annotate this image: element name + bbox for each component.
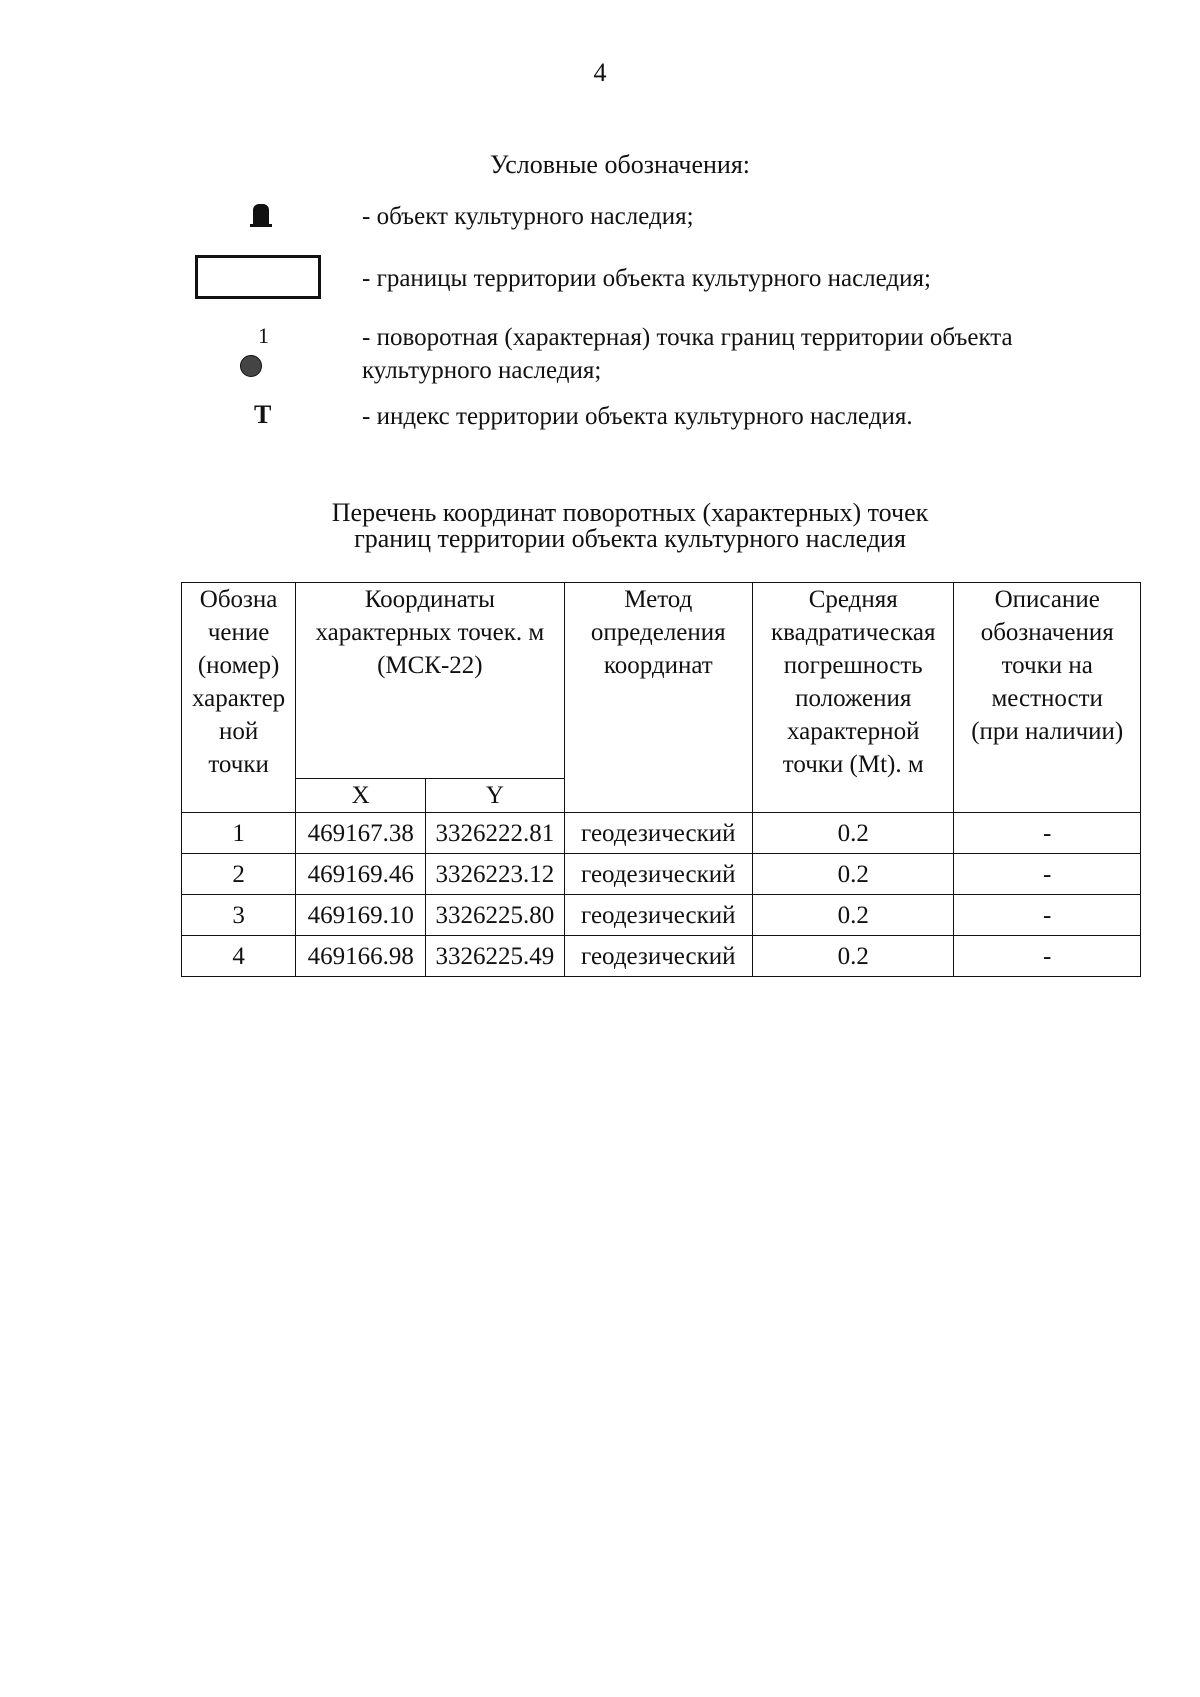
cell-method: геодезический	[564, 813, 753, 854]
table-row	[182, 854, 1141, 895]
legend-text: - индекс территории объекта культурного наследия.	[362, 403, 913, 430]
header-description: Описание обозначения точки на местности (при наличии)	[954, 583, 1141, 813]
header-designation: Обозна чение (номер) характер ной точки	[182, 583, 296, 813]
cell-number: 1	[182, 813, 296, 854]
cell-description: -	[954, 854, 1141, 895]
cell-y: 3326225.80	[426, 895, 564, 936]
legend-title: Условные обозначения:	[489, 150, 751, 179]
point-number-label: 1	[258, 323, 269, 348]
legend-text: - объект культурного наследия;	[362, 203, 694, 230]
cell-method: геодезический	[564, 936, 753, 977]
page-number: 4	[593, 58, 607, 87]
cell-method: геодезический	[564, 854, 753, 895]
cell-number: 3	[182, 895, 296, 936]
table-title	[0, 500, 1200, 552]
cell-x: 469169.46	[296, 854, 426, 895]
cell-y: 3326222.81	[426, 813, 564, 854]
cell-mt: 0.2	[753, 813, 954, 854]
cell-y: 3326223.12	[426, 854, 564, 895]
cell-mt: 0.2	[753, 936, 954, 977]
territory-index-letter: Т	[254, 400, 272, 429]
cell-y: 3326225.49	[426, 936, 564, 977]
cell-method: геодезический	[564, 895, 753, 936]
cell-description: -	[954, 936, 1141, 977]
cell-number: 2	[182, 854, 296, 895]
cell-description: -	[954, 813, 1141, 854]
cell-number: 4	[182, 936, 296, 977]
cell-description: -	[954, 895, 1141, 936]
table-row	[182, 813, 1141, 854]
cell-x: 469166.98	[296, 936, 426, 977]
cell-x: 469167.38	[296, 813, 426, 854]
header-method: Метод определения координат	[564, 583, 753, 813]
table-row	[182, 936, 1141, 977]
header-coordinates: Координаты характерных точек. м (МСК-22)	[296, 583, 564, 779]
cell-mt: 0.2	[753, 895, 954, 936]
coordinates-table	[181, 582, 1141, 977]
cell-x: 469169.10	[296, 895, 426, 936]
header-error: Средняя квадратическая погрешность положения характерной точки (Mt). м	[753, 583, 954, 813]
table-title-line-2: границ территории объекта культурного наследия	[354, 524, 906, 553]
legend-text: - границы территории объекта культурного наследия;	[362, 265, 931, 292]
legend-text: - поворотная (характерная) точка границ территории объекта культурного наследия;	[362, 324, 1013, 384]
table-row	[182, 895, 1141, 936]
cell-mt: 0.2	[753, 854, 954, 895]
boundary-rectangle-icon	[195, 255, 321, 299]
table-title-line-1: Перечень координат поворотных (характерных) точек	[331, 498, 929, 527]
monument-icon	[253, 204, 269, 226]
turning-point-icon	[240, 323, 269, 377]
header-y: Y	[426, 779, 564, 813]
header-x: X	[296, 779, 426, 813]
